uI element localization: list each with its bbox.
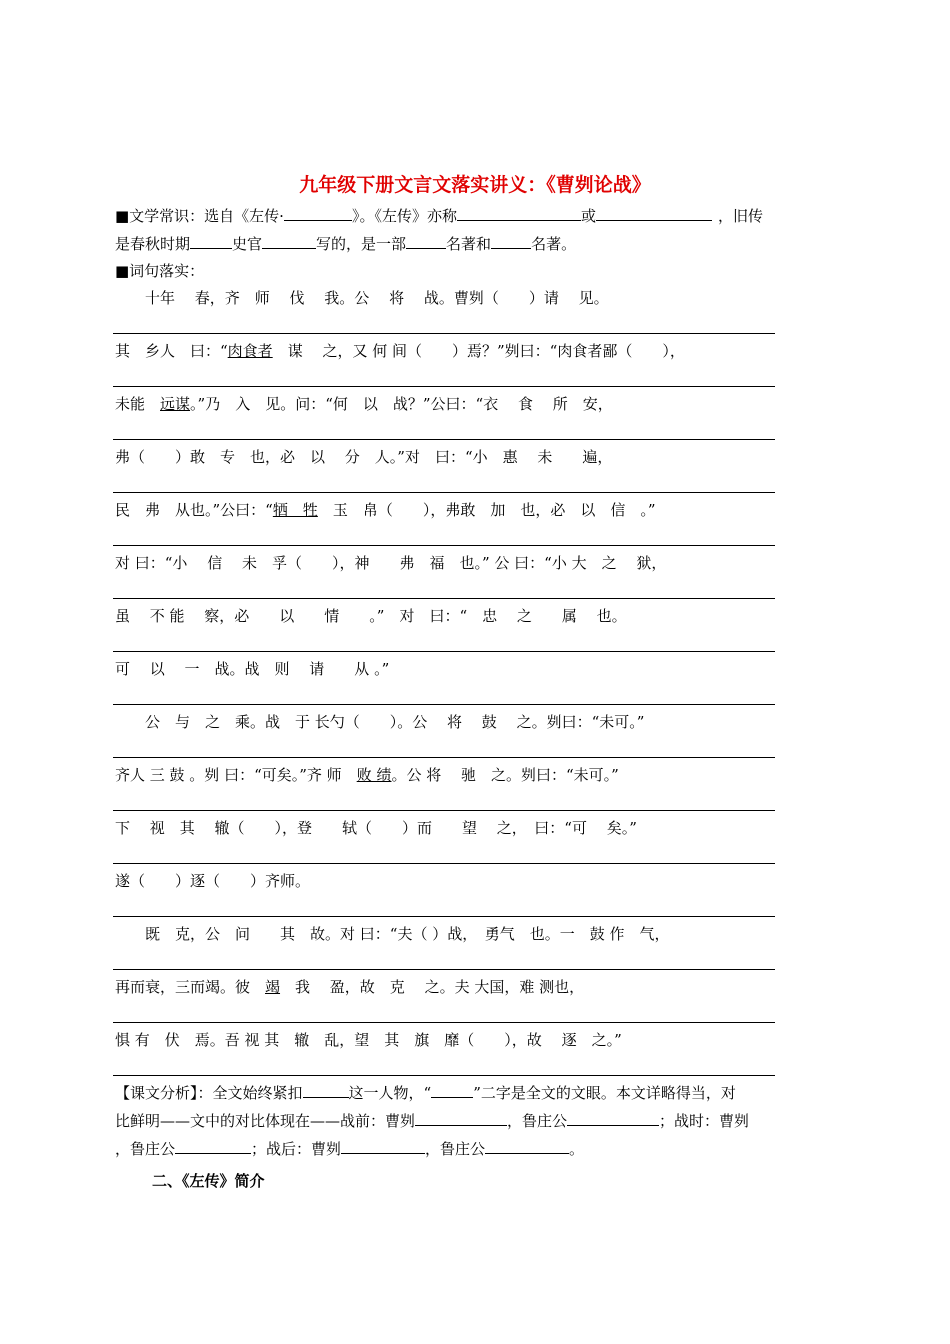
answer-line[interactable] bbox=[113, 757, 775, 758]
analysis-text: ，鲁庄公 bbox=[425, 1140, 486, 1158]
analysis-text: 。 bbox=[569, 1140, 585, 1158]
analysis-text: ”二字是全文的文眼。本文详略得当，对 bbox=[473, 1084, 736, 1102]
text-line bbox=[115, 500, 656, 520]
analysis-text: ；战后：曹刿 bbox=[251, 1140, 342, 1158]
answer-line[interactable] bbox=[113, 1075, 775, 1076]
text-segment: 齐人 三 鼓 。刿 曰：“可矣。”齐 师 bbox=[115, 766, 357, 784]
fill-blank[interactable] bbox=[491, 233, 531, 249]
analysis-text: 【课文分析】：全文始终紧扣 bbox=[115, 1084, 303, 1102]
fill-blank[interactable] bbox=[567, 1110, 659, 1126]
text-segment: 民 弗 从也。”公曰：“ bbox=[115, 501, 273, 519]
text-line bbox=[115, 977, 584, 997]
answer-line[interactable] bbox=[113, 492, 775, 493]
answer-line[interactable] bbox=[113, 651, 775, 652]
text-line: 遂（ ）逐（ ）齐师。 bbox=[115, 872, 311, 890]
fill-blank[interactable] bbox=[341, 1138, 425, 1154]
answer-line[interactable] bbox=[113, 810, 775, 811]
text-line bbox=[115, 341, 685, 361]
analysis-text: ，鲁庄公 bbox=[115, 1140, 176, 1158]
text-segment: 。公 将 驰 之。刿曰：“未可。” bbox=[391, 766, 619, 784]
literature-text: 》。《左传》亦称 bbox=[351, 207, 457, 225]
answer-line[interactable] bbox=[113, 704, 775, 705]
answer-line[interactable] bbox=[113, 545, 775, 546]
section-heading: 二、《左传》简介 bbox=[152, 1172, 265, 1190]
literature-text: ，旧传 bbox=[717, 207, 763, 225]
page-title: 九年级下册文言文落实讲义：《曹刿论战》 bbox=[299, 174, 651, 196]
text-line: 虽 不 能 察，必 以 情 。” 对 曰：“ 忠 之 属 也。 bbox=[115, 607, 627, 625]
fill-blank[interactable] bbox=[457, 205, 581, 221]
text-line bbox=[115, 394, 613, 414]
answer-line[interactable] bbox=[113, 969, 775, 970]
analysis-text: 这一人物，“ bbox=[348, 1084, 432, 1102]
answer-line[interactable] bbox=[113, 386, 775, 387]
text-line: 下 视 其 辙（ ），登 轼（ ）而 望 之， 曰：“可 矣。” bbox=[115, 819, 637, 837]
literature-line-1 bbox=[115, 205, 763, 226]
fill-blank[interactable] bbox=[431, 1082, 473, 1098]
fill-blank[interactable] bbox=[303, 1082, 349, 1098]
analysis-line-3 bbox=[115, 1138, 584, 1159]
fill-blank[interactable] bbox=[406, 233, 446, 249]
text-segment: 。”乃 入 见。问：“何 以 战？”公曰：“衣 食 所 安， bbox=[190, 395, 613, 413]
fill-blank[interactable] bbox=[485, 1138, 569, 1154]
text-segment: 未能 bbox=[115, 395, 161, 413]
literature-text: 名著和 bbox=[446, 235, 492, 253]
text-segment: 其 乡人 曰：“ bbox=[115, 342, 228, 360]
text-line: 十年 春，齐 师 伐 我。公 将 战。曹刿（ ）请 见。 bbox=[115, 289, 609, 307]
fill-blank[interactable] bbox=[190, 233, 232, 249]
text-line: 对 曰：“小 信 未 孚（ ），神 弗 福 也。” 公 曰：“小 大 之 狱， bbox=[115, 554, 667, 572]
fill-blank[interactable] bbox=[596, 205, 712, 221]
literature-line-2 bbox=[115, 233, 576, 254]
analysis-text: 比鲜明——文中的对比体现在——战前：曹刿 bbox=[115, 1112, 416, 1130]
literature-text: 写的，是一部 bbox=[316, 235, 407, 253]
text-segment: 我 盈，故 克 之。夫 大国，难 测也， bbox=[280, 978, 585, 996]
text-line: 既 克，公 问 其 故。对 曰：“夫（ ）战， 勇气 也。一 鼓 作 气， bbox=[115, 925, 670, 943]
fill-blank[interactable] bbox=[262, 233, 316, 249]
analysis-line-1 bbox=[115, 1082, 736, 1103]
fill-blank[interactable] bbox=[175, 1138, 251, 1154]
text-segment: 再而衰，三而竭。彼 bbox=[115, 978, 266, 996]
text-line: 弗（ ）敢 专 也，必 以 分 人。”对 曰：“小 惠 未 遍， bbox=[115, 448, 613, 466]
text-line: 可 以 一 战。战 则 请 从 。” bbox=[115, 660, 390, 678]
answer-line[interactable] bbox=[113, 439, 775, 440]
text-line: 公 与 之 乘。战 于 长勺（ ）。公 将 鼓 之。刿曰：“未可。” bbox=[115, 713, 645, 731]
underlined-word: 牺 牲 bbox=[272, 501, 318, 519]
literature-text: ■文学常识：选自《左传· bbox=[115, 207, 284, 225]
analysis-line-2 bbox=[115, 1110, 749, 1131]
text-segment: 谋 之，又 何 间（ ）焉？”刿曰：“肉食者鄙（ ）， bbox=[272, 342, 685, 360]
underlined-word: 竭 bbox=[265, 978, 281, 996]
answer-line[interactable] bbox=[113, 863, 775, 864]
analysis-text: ；战时：曹刿 bbox=[659, 1112, 750, 1130]
underlined-word: 败 绩 bbox=[356, 766, 392, 784]
answer-line[interactable] bbox=[113, 598, 775, 599]
underlined-word: 肉食者 bbox=[227, 342, 273, 360]
literature-text: 名著。 bbox=[531, 235, 577, 253]
answer-line[interactable] bbox=[113, 333, 775, 334]
fill-blank[interactable] bbox=[415, 1110, 507, 1126]
literature-text: 史官 bbox=[232, 235, 263, 253]
analysis-text: ，鲁庄公 bbox=[507, 1112, 568, 1130]
fill-blank[interactable] bbox=[284, 205, 352, 221]
answer-line[interactable] bbox=[113, 916, 775, 917]
literature-text: 是春秋时期 bbox=[115, 235, 191, 253]
answer-line[interactable] bbox=[113, 1022, 775, 1023]
literature-text: 或 bbox=[580, 207, 596, 225]
text-segment: 玉 帛（ ），弗敢 加 也，必 以 信 。” bbox=[317, 501, 656, 519]
text-line bbox=[115, 765, 619, 785]
vocab-heading: ■词句落实： bbox=[115, 262, 205, 280]
underlined-word: 远谋 bbox=[160, 395, 191, 413]
text-line: 惧 有 伏 焉。吾 视 其 辙 乱，望 其 旗 靡（ ），故 逐 之。” bbox=[115, 1031, 622, 1049]
